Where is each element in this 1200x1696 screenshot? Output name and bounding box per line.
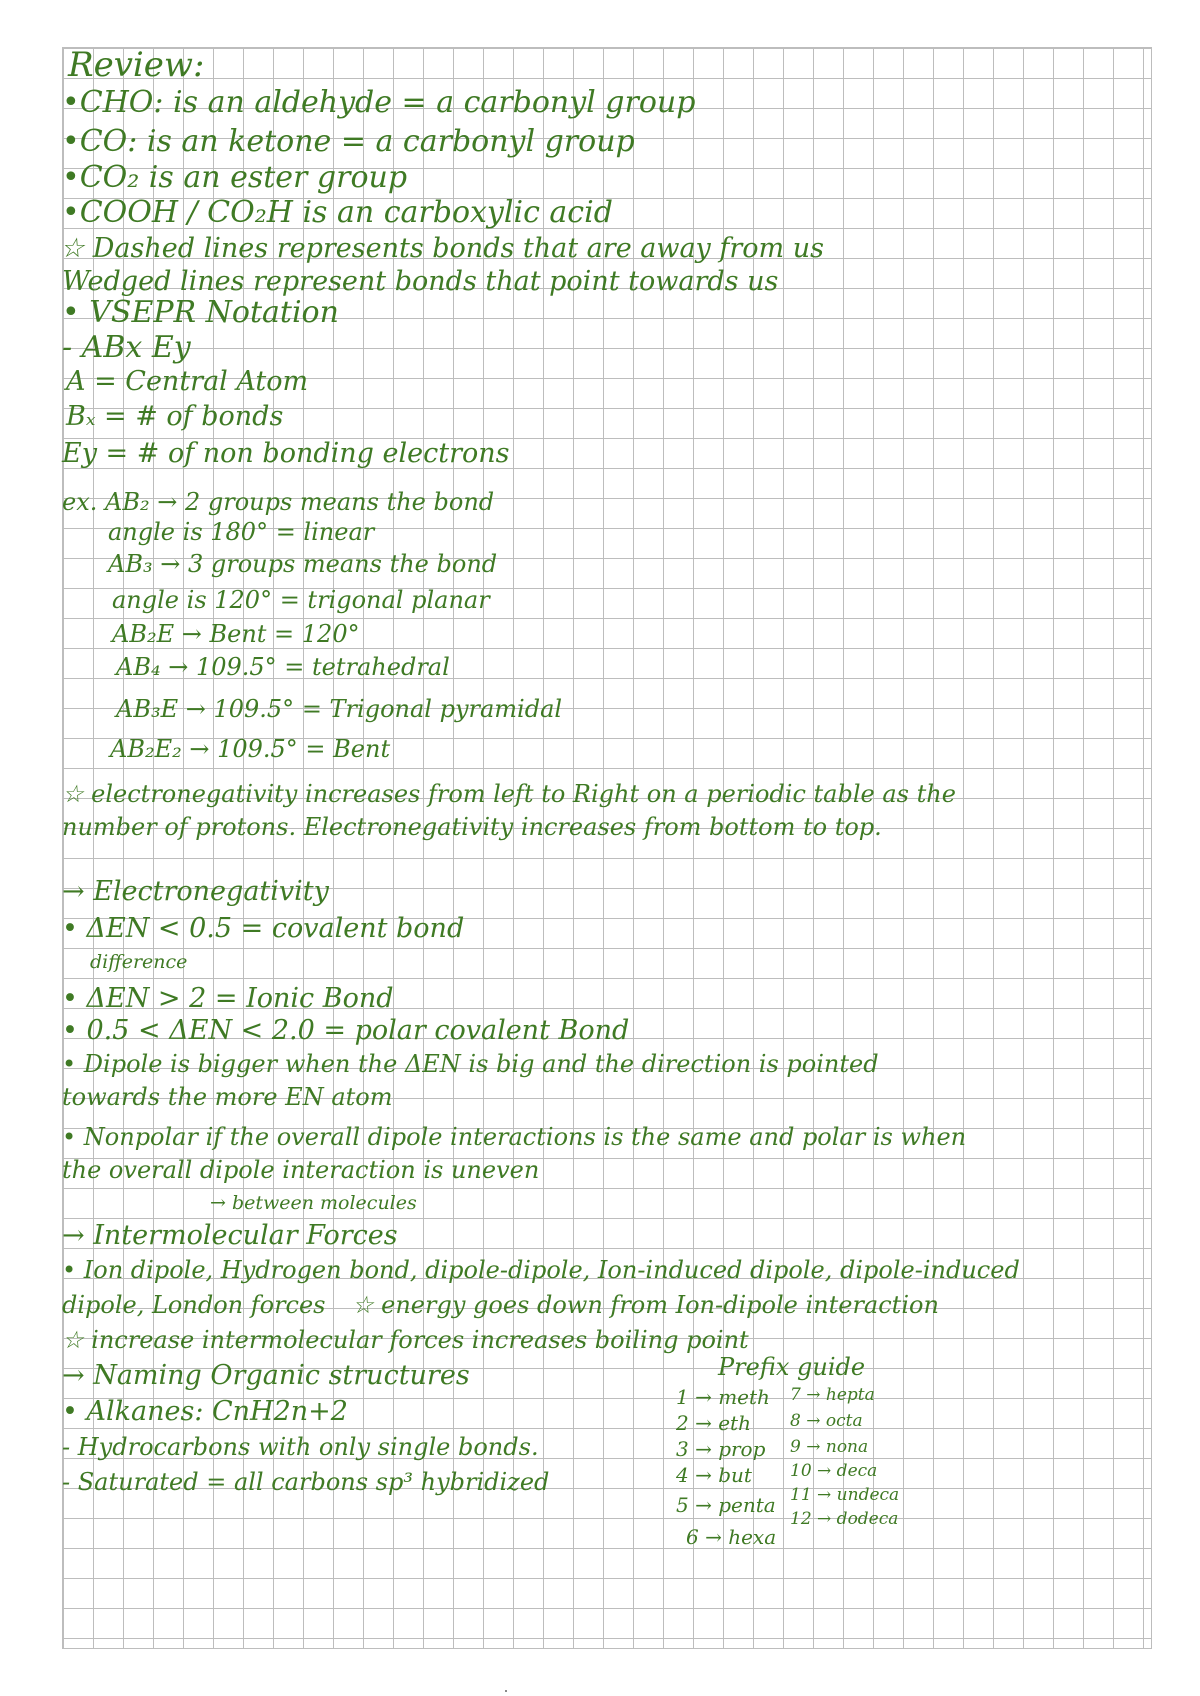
- wedged-lines-note: Wedged lines represent bonds that point towards us: [62, 266, 779, 297]
- dashed-lines-note: ☆ Dashed lines represents bonds that are away from us: [60, 233, 824, 264]
- between-molecules-note: → between molecules: [210, 1192, 417, 1214]
- vsepr-b-definition: Bₓ = # of bonds: [66, 401, 284, 432]
- prefix-item: 10 → deca: [790, 1461, 878, 1481]
- prefix-item: 1 → meth: [676, 1385, 770, 1409]
- nonpolar-line2: the overall dipole interaction is uneven: [62, 1156, 540, 1184]
- vsepr-example-line2: angle is 180° = linear: [108, 518, 375, 546]
- vsepr-ab2e: AB₂E → Bent = 120°: [112, 620, 360, 648]
- alkanes-formula: • Alkanes: CnH2n+2: [62, 1396, 348, 1427]
- en-polar-covalent: • 0.5 < ΔEN < 2.0 = polar covalent Bond: [62, 1015, 630, 1046]
- prefix-guide-title: Prefix guide: [718, 1353, 866, 1381]
- hydrocarbons-note: - Hydrocarbons with only single bonds.: [62, 1433, 539, 1461]
- vsepr-example-line1: ex. AB₂ → 2 groups means the bond: [62, 488, 495, 516]
- en-difference-label: difference: [90, 951, 188, 973]
- en-note-line2: number of protons. Electronegativity increases from bottom to top.: [62, 813, 882, 841]
- vsepr-a-definition: A = Central Atom: [66, 366, 309, 397]
- prefix-item: 8 → octa: [790, 1411, 863, 1431]
- imf-heading: → Intermolecular Forces: [62, 1220, 398, 1251]
- prefix-item: 7 → hepta: [790, 1385, 875, 1405]
- prefix-item: 12 → dodeca: [790, 1509, 899, 1529]
- prefix-item: 6 → hexa: [686, 1525, 777, 1549]
- imf-list-line1: • Ion dipole, Hydrogen bond, dipole-dipole, Ion-induced dipole, dipole-induced: [62, 1256, 1020, 1284]
- imf-energy-note: ☆ energy goes down from Ion-dipole interaction: [352, 1291, 939, 1319]
- vsepr-heading: • VSEPR Notation: [62, 295, 339, 330]
- vsepr-ab3-line2: angle is 120° = trigonal planar: [112, 586, 490, 614]
- en-covalent: • ΔEN < 0.5 = covalent bond: [62, 913, 465, 944]
- review-line-ester: •CO₂ is an ester group: [62, 160, 408, 195]
- vsepr-e-definition: Ey = # of non bonding electrons: [62, 438, 510, 469]
- prefix-item: 4 → but: [676, 1463, 752, 1487]
- imf-boiling-note: ☆ increase intermolecular forces increases boiling point: [62, 1326, 749, 1354]
- dipole-line2: towards the more EN atom: [62, 1083, 393, 1111]
- prefix-item: 9 → nona: [790, 1437, 869, 1457]
- review-line-aldehyde: •CHO: is an aldehyde = a carbonyl group: [62, 85, 696, 120]
- en-ionic: • ΔEN > 2 = Ionic Bond: [62, 983, 394, 1014]
- nonpolar-line1: • Nonpolar if the overall dipole interactions is the same and polar is when: [62, 1123, 967, 1151]
- vsepr-formula: - ABx Ey: [62, 330, 191, 365]
- prefix-item: 3 → prop: [676, 1437, 766, 1461]
- vsepr-ab2e2: AB₂E₂ → 109.5° = Bent: [110, 735, 391, 763]
- vsepr-ab3e: AB₃E → 109.5° = Trigonal pyramidal: [116, 695, 563, 723]
- prefix-item: 5 → penta: [676, 1493, 776, 1517]
- en-note-line1: ☆ electronegativity increases from left to Right on a periodic table as the: [62, 780, 956, 808]
- imf-list-line2: dipole, London forces: [62, 1291, 326, 1319]
- saturated-note: - Saturated = all carbons sp³ hybridized: [62, 1468, 550, 1496]
- prefix-item: 11 → undeca: [790, 1485, 900, 1505]
- review-title: Review:: [68, 45, 205, 85]
- vsepr-ab3-line1: AB₃ → 3 groups means the bond: [108, 550, 498, 578]
- dipole-line1: • Dipole is bigger when the ΔEN is big and the direction is pointed: [62, 1050, 879, 1078]
- vsepr-ab4: AB₄ → 109.5° = tetrahedral: [116, 653, 450, 681]
- paper-speck: [505, 1690, 507, 1692]
- electronegativity-heading: → Electronegativity: [62, 876, 329, 907]
- review-line-carboxylic: •COOH / CO₂H is an carboxylic acid: [62, 195, 613, 230]
- naming-heading: → Naming Organic structures: [62, 1360, 470, 1391]
- prefix-item: 2 → eth: [676, 1411, 751, 1435]
- review-line-ketone: •CO: is an ketone = a carbonyl group: [62, 124, 635, 159]
